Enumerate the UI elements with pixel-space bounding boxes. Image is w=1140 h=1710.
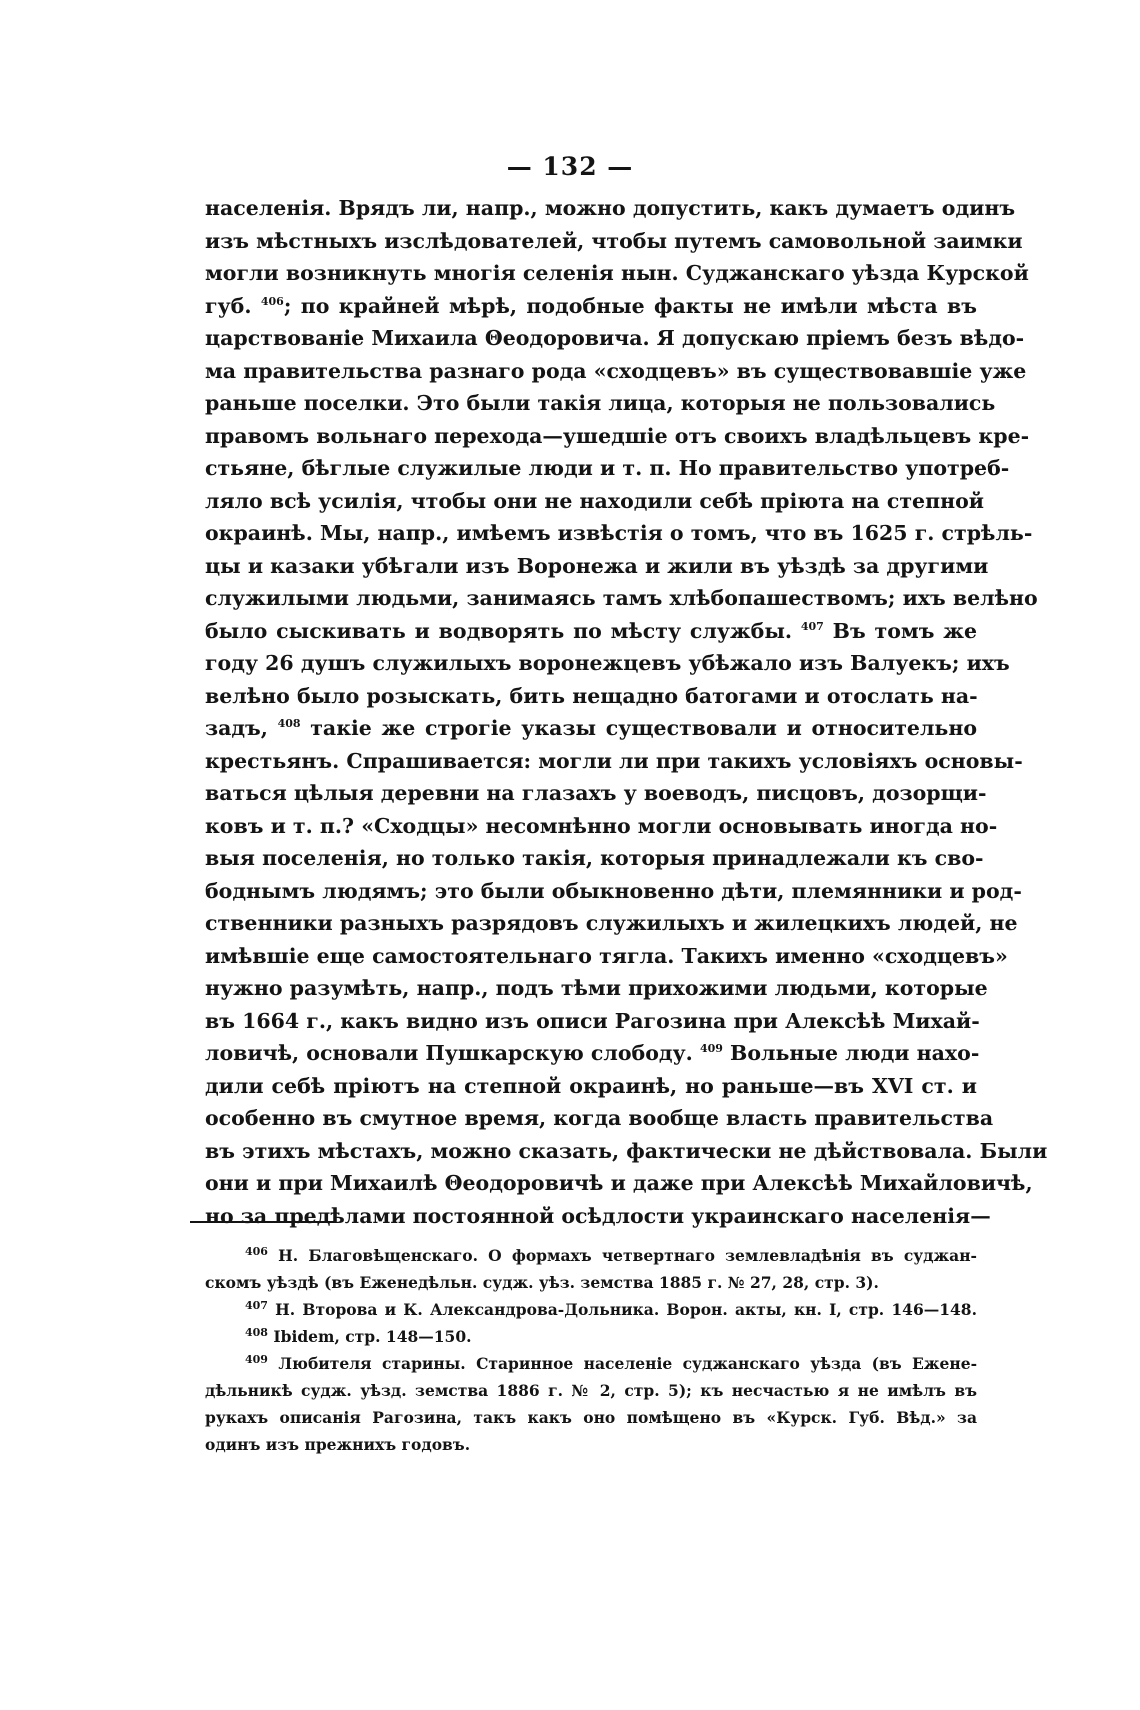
footnote-text: Н. Второва и К. Александрова-Дольника. Ворон. акты, кн. I, стр. 146—148. bbox=[267, 1300, 977, 1319]
footnote-ref: 407 bbox=[800, 619, 824, 633]
text-line: они и при Михаилѣ Θеодоровичѣ и даже при Алексѣѣ Михайловичѣ, bbox=[205, 1171, 1033, 1195]
footnote-409-cont: дѣльникѣ судж. уѣзд. земства 1886 г. № 2, стр. 5); къ несчастью я не имѣлъ въ bbox=[205, 1381, 977, 1400]
text-line bbox=[205, 712, 977, 745]
text-line: изъ мѣстныхъ изслѣдователей, чтобы путемъ самовольной заимки bbox=[205, 228, 1023, 253]
text-line bbox=[205, 290, 977, 323]
text-line: крестьянъ. Спрашивается: могли ли при такихъ условіяхъ основы- bbox=[205, 748, 1023, 773]
text-line: окраинѣ. Мы, напр., имѣемъ извѣстія о томъ, что въ 1625 г. стрѣль- bbox=[205, 521, 1033, 545]
footnote-409 bbox=[205, 1350, 977, 1377]
text-segment: Въ томъ же bbox=[823, 618, 977, 643]
text-line: царствованіе Михаила Θеодоровича. Я допускаю пріемъ безъ вѣдо- bbox=[205, 326, 1025, 350]
text-line: населенія. Врядъ ли, напр., можно допустить, какъ думаетъ одинъ bbox=[205, 196, 1016, 220]
footnote-number: 407 bbox=[245, 1298, 268, 1312]
footnote-number: 409 bbox=[245, 1352, 268, 1366]
text-segment: такіе же строгіе указы существовали и относительно bbox=[300, 716, 977, 740]
body-text bbox=[205, 192, 1048, 1232]
footnote-number: 408 bbox=[245, 1325, 268, 1339]
text-line bbox=[205, 615, 977, 648]
text-line: могли возникнуть многія селенія нын. Суджанскаго уѣзда Курской bbox=[205, 261, 1029, 285]
text-line: стьяне, бѣглые служилые люди и т. п. Но правительство употреб- bbox=[205, 456, 1010, 480]
text-line: имѣвшіе еще самостоятельнаго тягла. Такихъ именно «сходцевъ» bbox=[205, 943, 1008, 968]
text-segment: задъ, bbox=[205, 716, 278, 740]
footnote-number: 406 bbox=[245, 1244, 268, 1258]
text-line bbox=[205, 1037, 980, 1070]
footnotes bbox=[205, 1242, 977, 1458]
footnote-409-cont: рукахъ описанія Рагозина, такъ какъ оно помѣщено въ «Курск. Губ. Вѣд.» за bbox=[205, 1408, 977, 1427]
text-segment: было сыскивать и водворять по мѣсту службы. bbox=[205, 618, 801, 643]
text-line: ляло всѣ усилія, чтобы они не находили себѣ пріюта на степной bbox=[205, 488, 984, 513]
text-line: нужно разумѣть, напр., подъ тѣми прихожими людьми, которые bbox=[205, 976, 988, 1000]
text-line: велѣно было розыскать, бить нещадно батогами и отослать на- bbox=[205, 683, 978, 708]
text-segment: губ. bbox=[205, 293, 261, 318]
text-segment: Вольные люди нахо- bbox=[722, 1041, 980, 1065]
text-line: боднымъ людямъ; это были обыкновенно дѣти, племянники и род- bbox=[205, 878, 1022, 903]
text-line: но за предѣлами постоянной осѣдлости украинскаго населенія— bbox=[205, 1203, 991, 1228]
text-line: цы и казаки убѣгали изъ Воронежа и жили въ уѣздѣ за другими bbox=[205, 553, 989, 578]
footnote-ref: 409 bbox=[699, 1042, 723, 1056]
text-line: выя поселенія, но только такія, которыя принадлежали къ сво- bbox=[205, 846, 984, 870]
text-line: ковъ и т. п.? «Сходцы» несомнѣнно могли основывать иногда но- bbox=[205, 813, 998, 838]
text-line: ваться цѣлыя деревни на глазахъ у воеводъ, писцовъ, дозорщи- bbox=[205, 781, 987, 805]
footnote-divider bbox=[190, 1221, 335, 1223]
text-line: ственники разныхъ разрядовъ служилыхъ и жилецкихъ людей, не bbox=[205, 911, 1018, 935]
footnote-409-cont: одинъ изъ прежнихъ годовъ. bbox=[205, 1435, 471, 1454]
text-line: въ этихъ мѣстахъ, можно сказать, фактически не дѣйствовала. Были bbox=[205, 1138, 1048, 1163]
text-segment: ловичѣ, основали Пушкарскую слободу. bbox=[205, 1041, 700, 1065]
footnote-407 bbox=[205, 1296, 977, 1323]
text-line: служилыми людьми, занимаясь тамъ хлѣбопашествомъ; ихъ велѣно bbox=[205, 586, 1038, 610]
footnote-ref: 408 bbox=[277, 717, 301, 731]
text-line: дили себѣ пріютъ на степной окраинѣ, но раньше—въ XVI ст. и bbox=[205, 1073, 977, 1098]
footnote-text: Н. Благовѣщенскаго. О формахъ четвертнаго землевладѣнія въ суджан- bbox=[267, 1246, 977, 1265]
footnote-text: Любителя старины. Старинное населеніе суджанскаго уѣзда (въ Еженe- bbox=[267, 1354, 977, 1373]
text-line: особенно въ смутное время, когда вообще власть правительства bbox=[205, 1106, 994, 1130]
footnote-text: Ibidem, стр. 148—150. bbox=[267, 1327, 472, 1346]
text-line: правомъ вольнаго перехода—ушедшіе отъ своихъ владѣльцевъ кре- bbox=[205, 423, 1030, 448]
footnote-406-cont: скомъ уѣздѣ (въ Еженедѣльн. судж. уѣз. земства 1885 г. № 27, 28, стр. 3). bbox=[205, 1273, 879, 1292]
text-line: раньше поселки. Это были такія лица, которыя не пользовались bbox=[205, 391, 996, 415]
footnote-406 bbox=[205, 1242, 977, 1269]
page-number: — 132 — bbox=[506, 152, 634, 181]
text-line: въ 1664 г., какъ видно изъ описи Рагозина при Алексѣѣ Михай- bbox=[205, 1008, 980, 1033]
footnote-ref: 406 bbox=[260, 294, 284, 308]
text-segment: ; по крайней мѣрѣ, подобные факты не имѣли мѣста въ bbox=[283, 293, 977, 318]
text-line: году 26 душъ служилыхъ воронежцевъ убѣжало изъ Валуекъ; ихъ bbox=[205, 651, 1010, 675]
text-line: ма правительства разнаго рода «сходцевъ» въ существовавшіе уже bbox=[205, 358, 1027, 383]
footnote-408 bbox=[205, 1323, 977, 1350]
